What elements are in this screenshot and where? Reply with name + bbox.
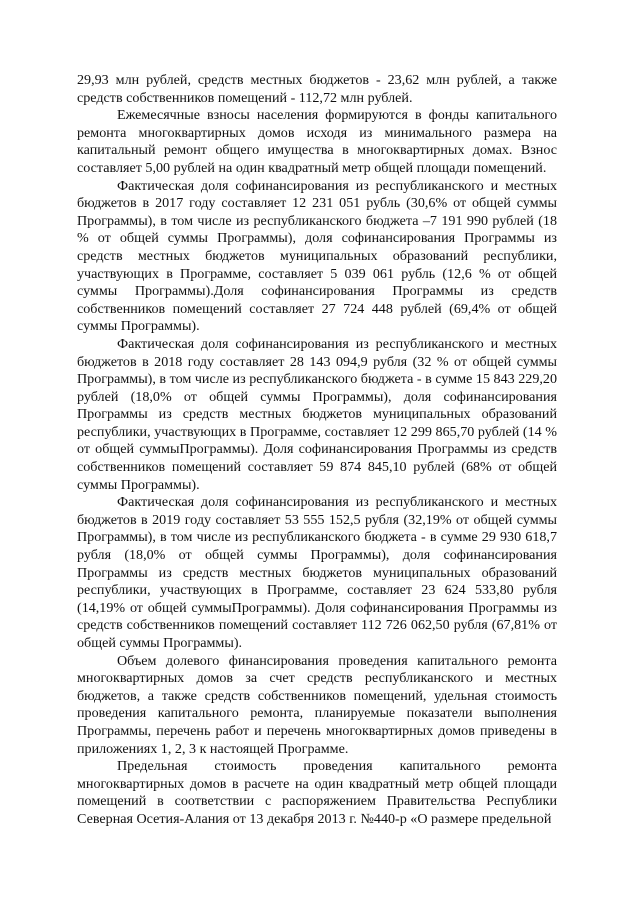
- paragraph-1: 29,93 млн рублей, средств местных бюджетов - 23,62 млн рублей, а также средств собственников помещений - 112,72 млн рублей.: [77, 72, 557, 106]
- paragraph-2: Ежемесячные взносы населения формируются в фонды капитального ремонта многоквартирных домов исходя из минимального размера на капитальный ремонт общего имущества в многоквартирных домах. Взнос составляет 5,00 рублей на один квадратный метр общей площади помещений.: [77, 107, 557, 176]
- paragraph-6: Объем долевого финансирования проведения капитального ремонта многоквартирных домов за счет средств республиканского и местных бюджетов, а также средств собственников помещений, удельная стоимость проведения капитального ремонта, планируемые показатели выполнения Программы, перечень работ и перечень многоквартирных домов приведены в приложениях 1, 2, 3 к настоящей Программе.: [77, 652, 557, 757]
- paragraph-3: Фактическая доля софинансирования из республиканского и местных бюджетов в 2017 году составляет 12 231 051 рубль (30,6% от общей суммы Программы), в том числе из республиканского бюджета –7 191 990 рублей (18 % от общей суммы Программы), доля софинансирования Программы из средств местных бюджетов муниципальных образований республики, участвующих в Программе, составляет 5 039 061 рубль (12,6 % от общей суммы Программы).Доля софинансирования Программы из средств собственников помещений составляет 27 724 448 рублей (69,4% от общей суммы Программы).: [77, 177, 557, 335]
- document-body: [77, 72, 557, 829]
- paragraph-7: Предельная стоимость проведения капитального ремонта многоквартирных домов в расчете на один квадратный метр общей площади помещений в соответствии с распоряжением Правительства Республики Северная Осетия-Алания от 13 декабря 2013 г. №440-р «О размере предельной: [77, 758, 557, 827]
- paragraph-4: Фактическая доля софинансирования из республиканского и местных бюджетов в 2018 году составляет 28 143 094,9 рубля (32 % от общей суммы Программы), в том числе из республиканского бюджета - в сумме 15 843 229,20 рублей (18,0% от общей суммы Программы), доля софинансирования Программы из средств местных бюджетов муниципальных образований республики, участвующих в Программе, составляет 12 299 865,70 рублей (14 % от общей суммыПрограммы). Доля софинансирования Программы из средств собственников помещений составляет 59 874 845,10 рублей (68% от общей суммы Программы).: [77, 335, 557, 493]
- paragraph-5: Фактическая доля софинансирования из республиканского и местных бюджетов в 2019 году составляет 53 555 152,5 рубля (32,19% от общей суммы Программы), в том числе из республиканского бюджета - в сумме 29 930 618,7 рубля (18,0% от общей суммы Программы), доля софинансирования Программы из средств местных бюджетов муниципальных образований республики, участвующих в Программе, составляет 23 624 533,80 рубля (14,19% от общей суммыПрограммы). Доля софинансирования Программы из средств собственников помещений составляет 112 726 062,50 рубля (67,81% от общей суммы Программы).: [77, 494, 557, 651]
